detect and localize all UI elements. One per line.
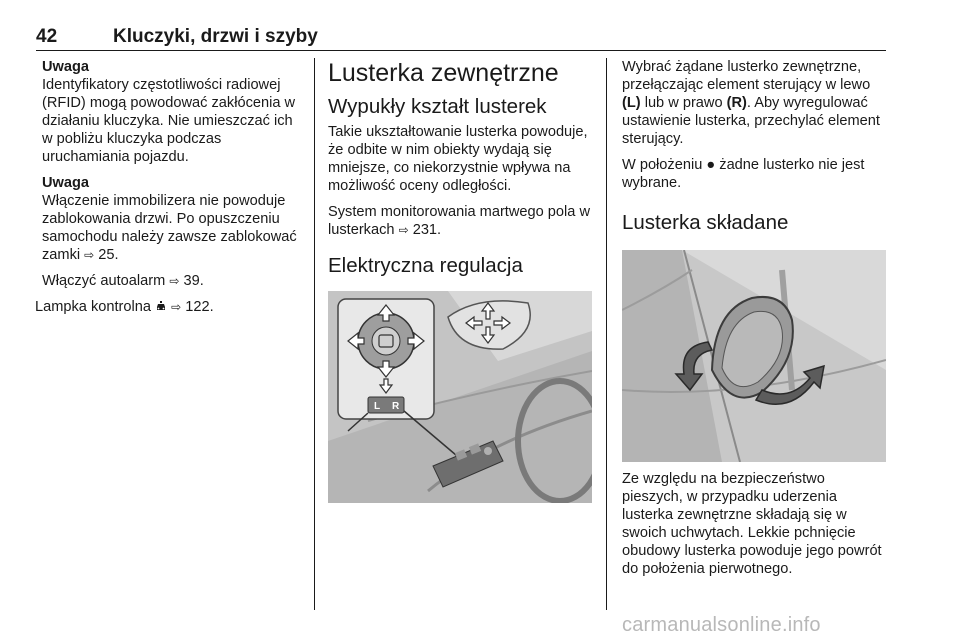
header-divider <box>36 50 886 51</box>
note-body: Włączenie immobilizera nie powoduje zablokowania drzwi. Po opuszczeniu samochodu należy zawsze zablokować zamki <box>42 193 297 263</box>
column-middle <box>328 58 592 503</box>
note-title: Uwaga <box>42 175 90 191</box>
page-ref-arrow-icon: ⇨ <box>171 300 182 314</box>
mirror-control-illustration <box>328 291 592 503</box>
select-mirror-paragraph <box>622 58 888 148</box>
select-text: . Aby wyregulować ustawienie lusterka, przechylać element sterujący. <box>622 95 880 147</box>
door-panel-drawing <box>328 291 592 503</box>
left-label: (L) <box>622 95 641 111</box>
page-ref-arrow-icon: ⇨ <box>84 248 95 262</box>
blindspot-text: System monitorowania martwego pola w lusterkach <box>328 204 590 238</box>
neutral-dot-icon: ● <box>706 157 716 173</box>
indicator-text: Lampka kontrolna <box>35 299 152 315</box>
column-right <box>622 58 888 586</box>
select-text: Wybrać żądane lusterko zewnętrzne, przełączając element sterujący w lewo <box>622 59 871 93</box>
column-divider-2 <box>606 58 607 610</box>
right-label: (R) <box>726 95 747 111</box>
convex-paragraph: Takie ukształtowanie lusterka powoduje, że odbite w nim obiekty wydają się mniejsze, co niekorzystnie wpływa na możliwość oceny odległości. <box>328 124 588 194</box>
watermark: carmanualsonline.info <box>622 614 821 636</box>
page-ref-arrow-icon: ⇨ <box>398 223 409 237</box>
page-reference[interactable]: 122. <box>185 299 214 315</box>
section-title: Lusterka zewnętrzne <box>328 59 559 87</box>
subsection-title: Lusterka składane <box>622 211 789 234</box>
page-reference[interactable]: 231. <box>412 222 442 238</box>
switch-label-l: L <box>374 401 381 412</box>
select-text: lub w prawo <box>644 95 723 111</box>
neutral-position-paragraph <box>622 156 888 192</box>
page-number: 42 <box>36 26 58 47</box>
position-text: W położeniu <box>622 157 703 173</box>
subsection-title: Elektryczna regulacja <box>328 254 523 277</box>
column-divider-1 <box>314 58 315 610</box>
page-header <box>36 22 886 48</box>
note-title: Uwaga <box>42 59 90 75</box>
note-text <box>42 192 304 264</box>
blindspot-paragraph <box>328 203 592 239</box>
page-ref-arrow-icon: ⇨ <box>169 274 180 288</box>
autoalarm-paragraph <box>42 272 304 290</box>
switch-label-r: R <box>392 401 400 412</box>
folding-mirror-drawing <box>622 250 886 462</box>
position-text: żadne lusterko nie jest wybrane. <box>622 157 865 191</box>
page-reference[interactable]: 25. <box>98 247 119 263</box>
subsection-title: Wypukły kształt lusterek <box>328 95 547 118</box>
indicator-paragraph <box>35 298 304 316</box>
note-text: Identyfikatory częstotliwości radiowej (RFID) mogą powodować zakłócenia w działaniu kluczyka. Nie umieszczać ich w pobliżu kluczyka podczas uruchamiania pojazdu. <box>42 77 296 165</box>
autoalarm-text: Włączyć autoalarm <box>42 273 166 289</box>
column-left <box>35 58 304 324</box>
page-reference[interactable]: 39. <box>183 273 204 289</box>
alarm-car-icon <box>155 300 167 312</box>
chapter-title: Kluczyki, drzwi i szyby <box>113 26 318 47</box>
folding-mirror-illustration <box>622 250 886 462</box>
folding-paragraph: Ze względu na bezpieczeństwo pieszych, w przypadku uderzenia lusterka zewnętrzne składają się w swoich uchwytach. Lekkie pchnięcie obudowy lusterka powoduje jego powrót do położenia pierwotnego. <box>622 471 882 577</box>
